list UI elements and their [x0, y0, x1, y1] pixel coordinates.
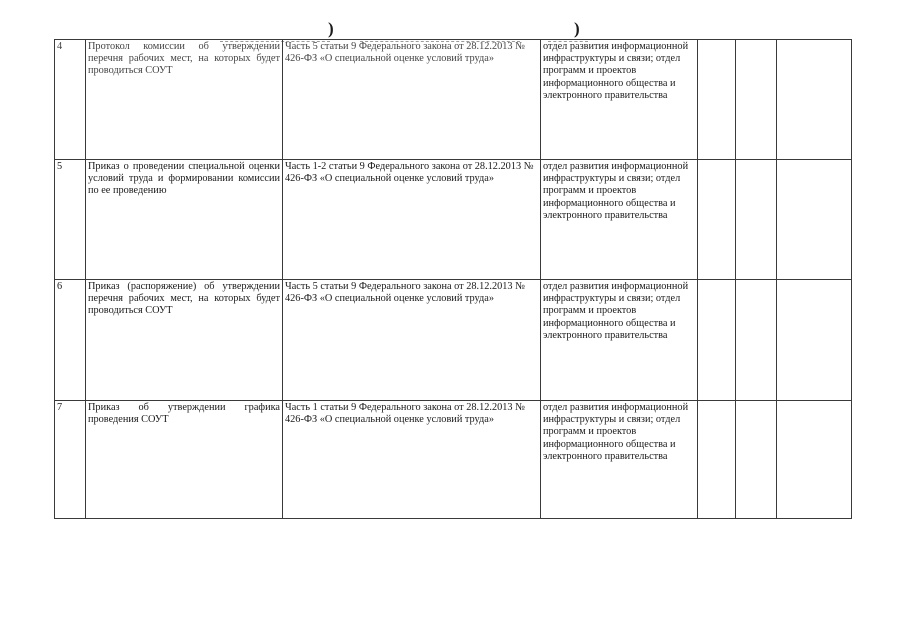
empty-cell: [736, 40, 777, 160]
responsible-department-cell: отдел развития информационной инфраструктуры и связи; отдел программ и проектов информационного общества и электронного правительства: [541, 160, 698, 280]
legal-basis-cell: Часть 1 статьи 9 Федерального закона от 28.12.2013 № 426-ФЗ «О специальной оценке условий труда»: [283, 401, 541, 519]
table-row: [55, 40, 852, 160]
empty-cell: [736, 401, 777, 519]
row-number: 7: [55, 401, 86, 519]
responsible-department-cell: отдел развития информационной инфраструктуры и связи; отдел программ и проектов информационного общества и электронного правительства: [541, 40, 698, 160]
empty-cell: [698, 40, 736, 160]
legal-basis-cell: Часть 5 статьи 9 Федерального закона от 28.12.2013 № 426-ФЗ «О специальной оценке условий труда»: [283, 40, 541, 160]
document-table: [54, 39, 852, 519]
document-name-cell: Протокол комиссии об утверждении перечня рабочих мест, на которых будет проводиться СОУТ: [86, 40, 283, 160]
empty-cell: [736, 160, 777, 280]
empty-cell: [777, 401, 852, 519]
empty-cell: [777, 280, 852, 401]
table-row: [55, 280, 852, 401]
empty-cell: [777, 160, 852, 280]
responsible-department-cell: отдел развития информационной инфраструктуры и связи; отдел программ и проектов информационного общества и электронного правительства: [541, 280, 698, 401]
empty-cell: [698, 280, 736, 401]
empty-cell: [698, 160, 736, 280]
row-number: 5: [55, 160, 86, 280]
legal-basis-cell: Часть 1-2 статьи 9 Федерального закона от 28.12.2013 № 426-ФЗ «О специальной оценке условий труда»: [283, 160, 541, 280]
row-number: 4: [55, 40, 86, 160]
row-number: 6: [55, 280, 86, 401]
empty-cell: [777, 40, 852, 160]
table-row: [55, 401, 852, 519]
legal-basis-cell: Часть 5 статьи 9 Федерального закона от 28.12.2013 № 426-ФЗ «О специальной оценке условий труда»: [283, 280, 541, 401]
responsible-department-cell: отдел развития информационной инфраструктуры и связи; отдел программ и проектов информационного общества и электронного правительства: [541, 401, 698, 519]
table-row: [55, 160, 852, 280]
document-name-cell: Приказ (распоряжение) об утверждении перечня рабочих мест, на которых будет проводиться СОУТ: [86, 280, 283, 401]
top-mark-left: ): [328, 19, 334, 38]
document-name-cell: Приказ о проведении специальной оценки условий труда и формировании комиссии по ее проведению: [86, 160, 283, 280]
empty-cell: [698, 401, 736, 519]
top-mark-right: ): [574, 19, 580, 38]
empty-cell: [736, 280, 777, 401]
document-name-cell: Приказ об утверждении графика проведения СОУТ: [86, 401, 283, 519]
